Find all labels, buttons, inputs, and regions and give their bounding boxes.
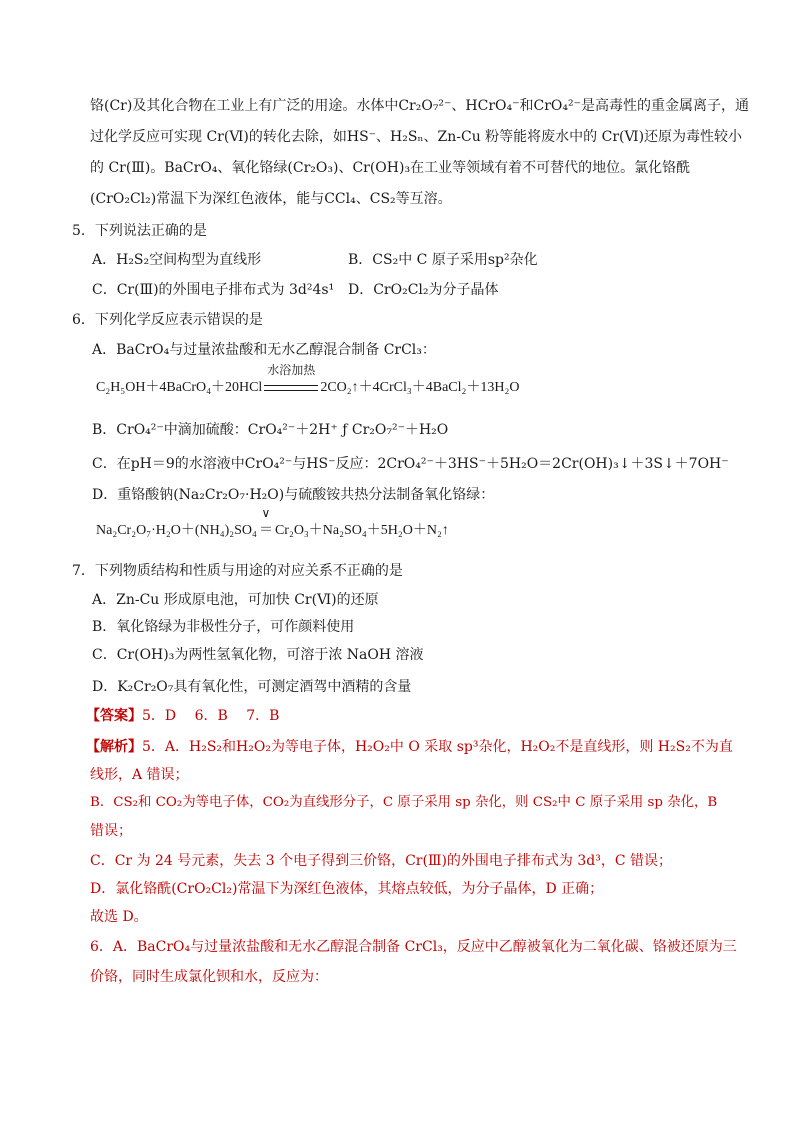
analysis-line-1 — [86, 737, 733, 757]
q6-d-equation — [96, 506, 732, 541]
q5-option-a: A．H₂S₂空间构型为直线形 — [92, 252, 262, 268]
analysis-tag: 【解析】 — [86, 739, 142, 755]
q7-option-a: A．Zn-Cu 形成原电池，可加快 Cr(Ⅵ)的还原 — [92, 592, 379, 608]
q6-option-c: C．在pH＝9的水溶液中CrO₄²⁻与HS⁻反应：2CrO₄²⁻＋3HS⁻＋5H₂O＝2Cr(OH)₃↓＋3S↓＋7OH⁻ — [92, 456, 729, 472]
q5-option-b: B．CS₂中 C 原子采用sp²杂化 — [348, 252, 538, 268]
intro-line-1: 铬(Cr)及其化合物在工业上有广泛的用途。水体中Cr₂O₇²⁻、HCrO₄⁻和CrO₄²⁻是高毒性的重金属离子，通 — [90, 98, 750, 114]
q6-d-equation-left: Na₂Cr₂O₇·H₂O＋(NH₄)₂SO₄ — [96, 523, 257, 538]
q6-d-equation-right: Cr₂O₃＋Na₂SO₄＋5H₂O＋N₂↑ — [274, 523, 449, 538]
answer-line — [86, 706, 722, 726]
reaction-arrow: ∨ ＝ — [258, 506, 273, 538]
reaction-arrow — [262, 363, 320, 398]
answer-text: 5．D 6．B 7．B — [142, 708, 280, 724]
analysis-line-3: B．CS₂和 CO₂为等电子体，CO₂为直线形分子，C 原子采用 sp 杂化，则 CS₂中 C 原子采用 sp 杂化，B — [90, 795, 718, 810]
analysis-line-6: D．氯化铬酰(CrO₂Cl₂)常温下为深红色液体，其熔点较低，为分子晶体，D 正确； — [90, 881, 604, 897]
q5-option-d: D．CrO₂Cl₂为分子晶体 — [348, 282, 499, 298]
intro-line-3: 的 Cr(Ⅲ)。BaCrO₄、氧化铬绿(Cr₂O₃)、Cr(OH)₃在工业等领域有着不可替代的地位。氯化铬酰 — [90, 160, 691, 176]
q6-option-d: D．重铬酸钠(Na₂Cr₂O₇·H₂O)与硫酸铵共热分法制备氧化铬绿： — [92, 487, 495, 503]
q5-option-c: C．Cr(Ⅲ)的外围电子排布式为 3d²4s¹ — [92, 282, 335, 298]
analysis-line-9: 价铬，同时生成氯化钡和水，反应为： — [90, 969, 328, 985]
q6-option-b: B．CrO₄²⁻中滴加硫酸：CrO₄²⁻＋2H⁺ ƒ Cr₂O₇²⁻＋H₂O — [92, 422, 449, 438]
q7-stem: 7．下列物质结构和性质与用途的对应关系不正确的是 — [72, 563, 403, 579]
analysis-line-2: 线形，A 错误； — [90, 767, 189, 783]
q6-a-equation — [96, 363, 732, 398]
q7-option-d: D．K₂Cr₂O₇具有氧化性，可测定酒驾中酒精的含量 — [92, 679, 412, 695]
q7-option-b: B．氧化铬绿为非极性分子，可作颜料使用 — [92, 619, 355, 635]
q6-a-equation-right: 2CO₂↑＋4CrCl₃＋4BaCl₂＋13H₂O — [320, 380, 520, 395]
answer-tag: 【答案】 — [86, 708, 142, 724]
analysis-line-4: 错误； — [90, 823, 132, 839]
analysis-line-8: 6．A．BaCrO₄与过量浓盐酸和无水乙醇混合制备 CrCl₃，反应中乙醇被氧化为二氧化碳、铬被还原为三 — [90, 939, 737, 955]
analysis-line-5: C．Cr 为 24 号元素，失去 3 个电子得到三价铬，Cr(Ⅲ)的外围电子排布式为 3d³，C 错误； — [90, 853, 673, 869]
analysis-text-1: 5．A．H₂S₂和H₂O₂为等电子体，H₂O₂中 O 采取 sp³杂化，H₂O₂不是直线形，则 H₂S₂不为直 — [142, 739, 733, 755]
q7-option-c: C．Cr(OH)₃为两性氢氧化物，可溶于浓 NaOH 溶液 — [92, 647, 424, 663]
heat-symbol: ∨ — [261, 506, 271, 520]
q6-option-a: A．BaCrO₄与过量浓盐酸和无水乙醇混合制备 CrCl₃： — [92, 342, 436, 358]
q5-stem: 5．下列说法正确的是 — [72, 223, 207, 239]
q6-a-equation-left: C₂H₅OH＋4BaCrO₄＋20HCl — [96, 380, 263, 395]
intro-line-2: 过化学反应可实现 Cr(Ⅵ)的转化去除，如HS⁻、H₂Sₙ、Zn-Cu 粉等能将废水中的 Cr(Ⅵ)还原为毒性较小 — [90, 129, 743, 145]
analysis-line-7: 故选 D。 — [90, 909, 148, 925]
intro-line-4: (CrO₂Cl₂)常温下为深红色液体，能与CCl₄、CS₂等互溶。 — [90, 191, 452, 207]
reaction-condition: 水浴加热 — [267, 363, 316, 377]
q6-stem: 6．下列化学反应表示错误的是 — [72, 312, 263, 328]
equals-bars — [264, 385, 318, 391]
